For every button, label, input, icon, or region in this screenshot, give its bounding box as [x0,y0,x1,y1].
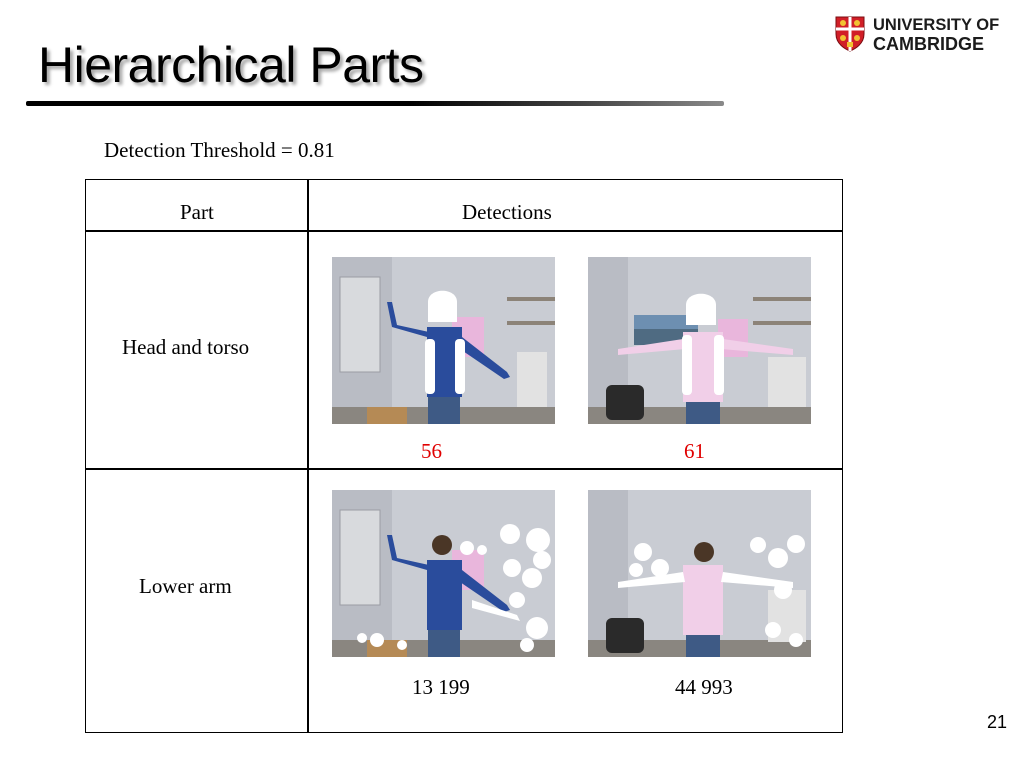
slide-title: Hierarchical Parts [38,37,424,93]
detection-image-row1-b [588,257,811,424]
logo-line-2: CAMBRIDGE [873,34,984,54]
row-part-head-torso: Head and torso [122,335,250,359]
detection-threshold: Detection Threshold = 0.81 [104,138,335,162]
logo-wordmark [873,16,999,54]
detection-image-row2-a [332,490,555,657]
table-divider-row [86,468,842,470]
crest-icon [835,16,865,52]
header-part: Part [180,200,214,224]
header-detections: Detections [462,200,552,224]
detection-image-row2-b [588,490,811,657]
table-divider-header [86,230,842,232]
title-underline [26,101,724,106]
count-row2-b: 44 993 [675,675,733,699]
university-logo [835,16,1010,56]
count-row2-a: 13 199 [412,675,470,699]
page-number: 21 [987,712,1008,732]
detections-table [85,179,843,733]
row-part-lower-arm: Lower arm [139,574,232,598]
count-row1-b: 61 [684,439,705,463]
table-divider-vertical [307,180,309,732]
detection-image-row1-a [332,257,555,424]
logo-line-1: UNIVERSITY OF [873,16,1000,34]
count-row1-a: 56 [421,439,442,463]
